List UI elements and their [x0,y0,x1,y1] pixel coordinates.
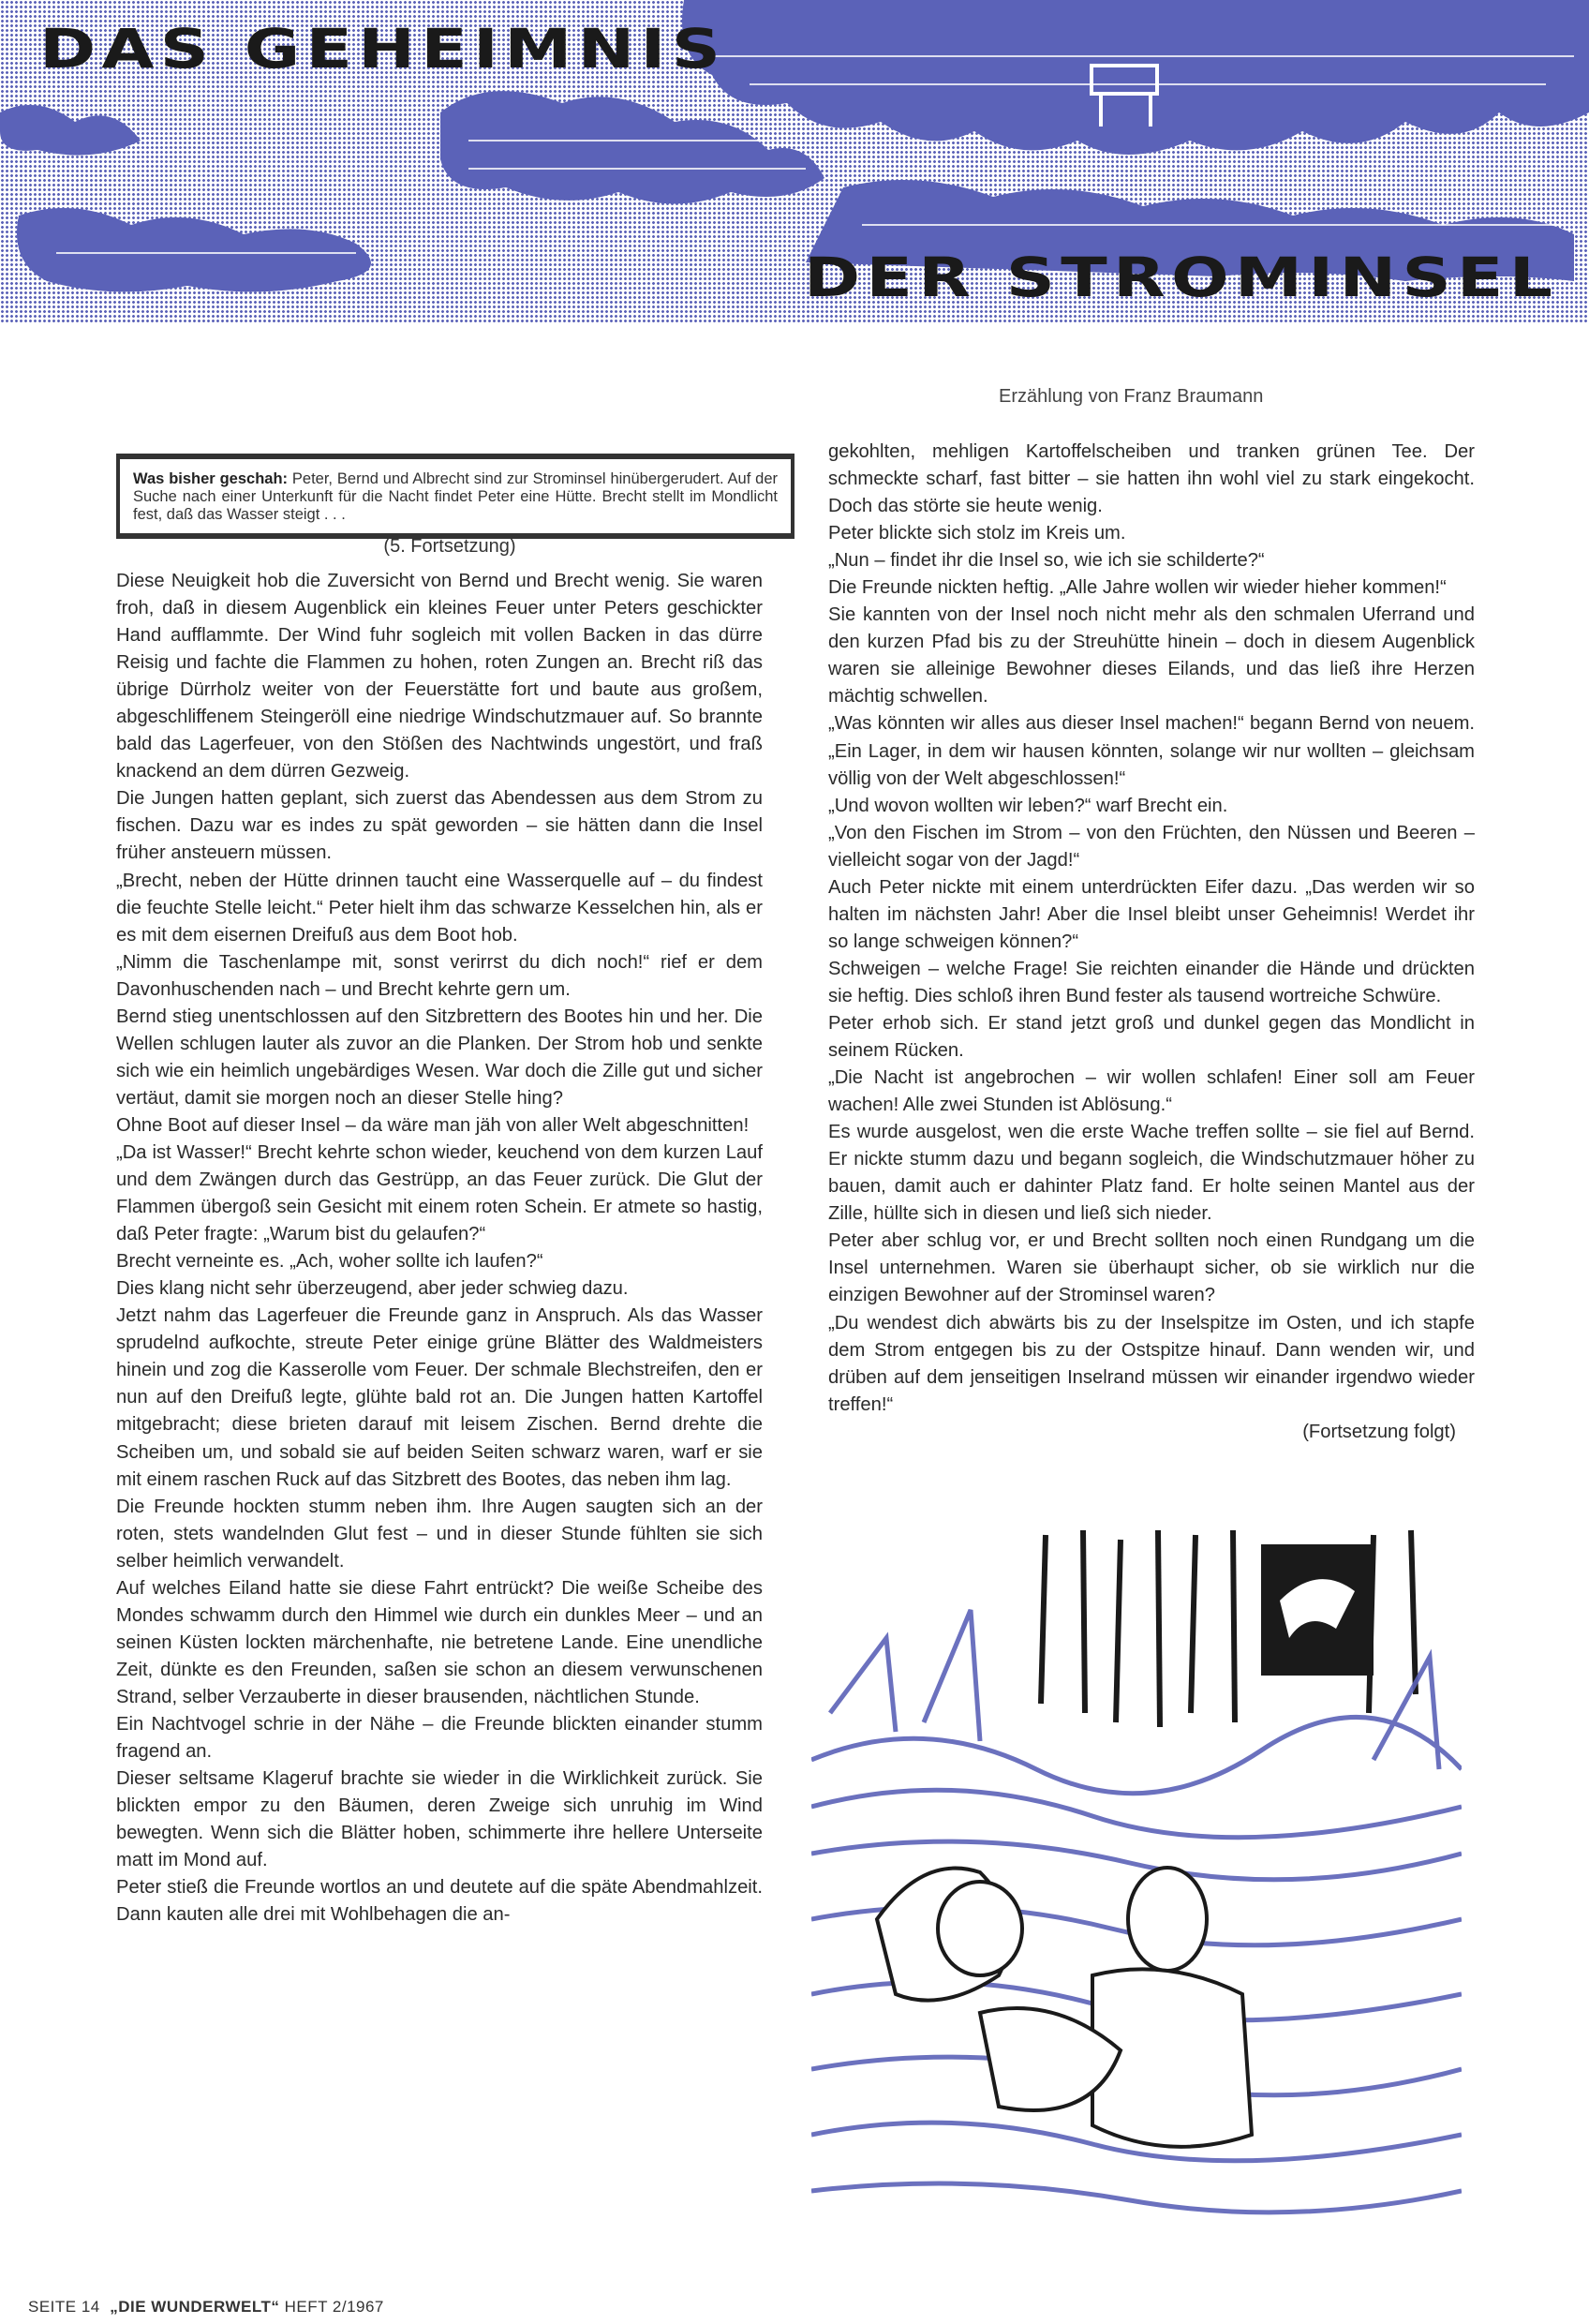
paragraph: gekohlten, mehligen Kartoffelscheiben und tranken grünen Tee. Der schmeckte scharf, fast bitter – sie hatten ihn wohl viel zu stark eingekocht. Doch das störte sie heute wenig. [828,441,1475,517]
paragraph: „Die Nacht ist angebrochen – wir wollen schlafen! Einer soll am Feuer wachen! Alle zwei Stunden ist Ablösung.“ [828,1067,1475,1116]
paragraph: Dieser seltsame Klageruf brachte sie wieder in die Wirklichkeit zurück. Sie blickten empor zu den Bäumen, deren Zweige sich unruhig im Wind bewegten. Wenn sich die Blätter hoben, schimmerte ihre hellere Unterseite matt im Mond auf. [116,1768,763,1871]
summary-text: Peter, Bernd und Albrecht sind zur Strominsel hinübergerudert. Auf der Suche nach einer Unterkunft für die Nacht findet Peter eine Hütte. Brecht stellt im Mondlicht fest, daß das Wasser steigt . . . [133,470,778,523]
byline: Erzählung von Franz Braumann [999,386,1264,407]
issue: HEFT 2/1967 [284,2298,384,2316]
paragraph: Sie kannten von der Insel noch nicht mehr als den schmalen Uferrand und den kurzen Pfad bis zu der Streuhütte hinein – doch in diesem Augenblick waren sie alleinige Bewohner dieses Eilands, und das ließ ihre Herzen mächtig schwellen. [828,604,1475,708]
paragraph: „Nun – findet ihr die Insel so, wie ich sie schilderte?“ [828,550,1265,572]
paragraph: Peter aber schlug vor, er und Brecht sollten noch einen Rundgang um die Insel unternehmen. Waren sie überhaupt sicher, ob sie wirklich nur die einzigen Bewohner auf der Strominsel waren? [828,1230,1475,1306]
summary-box [116,454,794,539]
paragraph: Bernd stieg unentschlossen auf den Sitzbrettern des Bootes hin und her. Die Wellen schlugen lauter als zuvor an die Planken. Der Strom hob und senkte sich wie ein heimlich ungebärdiges Wesen. War doch die Zille gut und sicher vertäut, damit sie morgen noch an dieser Stelle hing? [116,1006,763,1109]
paragraph: Ohne Boot auf dieser Insel – da wäre man jäh von aller Welt abgeschnitten! [116,1114,750,1136]
paragraph: „Und wovon wollten wir leben?“ warf Brecht ein. [828,795,1228,816]
right-column [828,439,1475,1446]
summary-label: Was bisher geschah: [133,470,289,487]
paragraph: Peter erhob sich. Er stand jetzt groß und dunkel gegen das Mondlicht in seinem Rücken. [828,1012,1475,1062]
paragraph: Peter blickte sich stolz im Kreis um. [828,523,1126,544]
paragraph: „Da ist Wasser!“ Brecht kehrte schon wieder, keuchend von dem kurzen Lauf und dem Zwängen durch das Gestrüpp, an das Feuer zurück. Die Glut der Flammen übergoß sein Gesicht mit einem roten Schein. Er atmete so hastig, daß Peter fragte: „Warum bist du gelaufen?“ [116,1141,763,1245]
paragraph: Brecht verneinte es. „Ach, woher sollte ich laufen?“ [116,1251,543,1273]
header-banner [0,0,1589,323]
title-line-1: DAS GEHEIMNIS [39,17,727,81]
paragraph: Auch Peter nickte mit einem unterdrückten Eifer dazu. „Das werden wir so halten im nächsten Jahr! Aber die Insel bleibt unser Geheimnis! Werdet ihr so lange schweigen können?“ [828,876,1475,952]
paragraph: Die Jungen hatten geplant, sich zuerst das Abendessen aus dem Strom zu fischen. Dazu war es indes zu spät geworden – sie hätten dann die Insel früher ansteuern müssen. [116,788,763,864]
left-column [116,568,763,1929]
paragraph: „Du wendest dich abwärts bis zu der Inselspitze im Osten, und ich stapfe dem Strom entgegen bis zu der Ostspitze hinauf. Dann wenden wir, und drüben auf dem jenseitigen Inselrand müssen wir einander irgendwo wieder treffen!“ [828,1312,1475,1415]
title-line-2: DER STROMINSEL [804,246,1559,309]
boys [877,1868,1252,2147]
paragraph: „Brecht, neben der Hütte drinnen taucht eine Wasserquelle auf – du findest die feuchte Stelle leicht.“ Peter hielt ihm das schwarze Kesselchen hin, als er es mit dem eisernen Dreifuß aus dem Boot hob. [116,870,763,946]
paragraph: Ein Nachtvogel schrie in der Nähe – die Freunde blickten einander stumm fragend an. [116,1713,763,1763]
page-number: SEITE 14 [28,2298,100,2316]
paragraph: Auf welches Eiland hatte sie diese Fahrt entrückt? Die weiße Scheibe des Mondes schwamm durch den Himmel wie durch ein dunkles Meer – und an seinen Küsten lockten märchenhafte, nie betretene Lande. Eine unendliche Zeit, dünkte es den Freunden, saßen sie schon an diesem verwunschenen Strand, selber Verzauberte in dieser brausenden, nächtlichen Stunde. [116,1577,763,1707]
page-footer [28,2298,384,2317]
paragraph: Es wurde ausgelost, wen die erste Wache treffen sollte – sie fiel auf Bernd. Er nickte stumm dazu und begann sogleich, die Windschutzmauer höher zu bauen, damit auch er dahinter Platz fand. Er holte seinen Mantel aus der Zille, hüllte sich in diesen und ließ sich nieder. [828,1122,1475,1225]
continuation-note: (Fortsetzung folgt) [1302,1421,1456,1442]
paragraph: „Von den Fischen im Strom – von den Früchten, den Nüssen und Beeren – vielleicht sogar von der Jagd!“ [828,822,1475,871]
paragraph: Dies klang nicht sehr überzeugend, aber jeder schwieg dazu. [116,1278,629,1300]
chapter-label: (5. Fortsetzung) [383,536,516,557]
paragraph: Die Freunde hockten stumm neben ihm. Ihre Augen saugten sich an der roten, stets wandelnden Glut fest – und in dieser Stunde fühlten sie sich selber heimlich verwandelt. [116,1496,763,1572]
paragraph: Diese Neuigkeit hob die Zuversicht von Bernd und Brecht wenig. Sie waren froh, daß in diesem Augenblick ein kleines Feuer unter Peters geschickter Hand aufflammte. Der Wind fuhr sogleich mit vollen Backen in das dürre Reisig und fachte die Flammen zu hohen, roten Zungen an. Brecht riß das übrige Dürrholz weiter von der Feuerstätte fort und baute aus großem, abgeschliffenem Steingeröll eine niedrige Windschutzmauer auf. So brannte bald das Lagerfeuer, von den Stößen des Nachtwinds ungestört, und fraß knackend an dem dürren Gezweig. [116,571,763,782]
paragraph: Schweigen – welche Frage! Sie reichten einander die Hände und drückten sie heftig. Dies schloß ihren Bund fester als tausend wortreiche Schwüre. [828,958,1475,1006]
magazine-name: „DIE WUNDERWELT“ [110,2298,280,2316]
paragraph: Peter stieß die Freunde wortlos an und deutete auf die späte Abendmahlzeit. Dann kauten alle drei mit Wohlbehagen die an- [116,1877,763,1926]
paragraph: Jetzt nahm das Lagerfeuer die Freunde ganz in Anspruch. Als das Wasser sprudelnd aufkochte, streute Peter einige grüne Blätter des Waldmeisters hinein und zog die Kasserolle vom Feuer. Der schmale Blechstreifen, den er nun auf den Dreifuß legte, glühte bald rot an. Die Jungen hatten Kartoffel mitgebracht; diese brieten darauf mit leisem Zischen. Bernd drehte die Scheiben um, und sobald sie auf beiden Seiten schwarz waren, warf er sie mit einem raschen Ruck auf das Sitzbrett des Bootes, das neben ihm lag. [116,1305,763,1490]
paragraph: Die Freunde nickten heftig. „Alle Jahre wollen wir wieder hieher kommen!“ [828,577,1447,599]
paragraph: „Nimm die Taschenlampe mit, sonst verirrst du dich noch!“ rief er dem Davonhuschenden nach – und Brecht kehrte gern um. [116,951,763,1000]
paragraph: „Was könnten wir alles aus dieser Insel machen!“ begann Bernd von neuem. „Ein Lager, in dem wir hausen könnten, solange wir nur wollten – gleichsam völlig von der Welt abgeschlossen!“ [828,713,1475,789]
story-illustration [811,1526,1462,2225]
